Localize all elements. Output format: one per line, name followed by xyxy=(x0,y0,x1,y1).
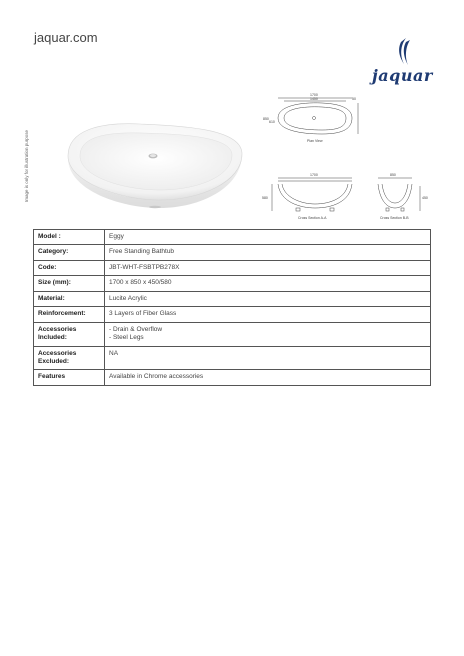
illustration-note: Image is only for illustration purpose xyxy=(24,129,29,202)
front-height-label: 580 xyxy=(262,196,268,200)
spec-value xyxy=(105,260,431,275)
specification-table xyxy=(33,229,431,386)
front-section-drawing xyxy=(272,178,352,211)
spec-row xyxy=(34,230,431,245)
plan-depth-label: 850 xyxy=(263,117,269,121)
spec-value-line: Eggy xyxy=(109,233,124,240)
spec-row xyxy=(34,245,431,260)
spec-label: Model : xyxy=(34,230,105,245)
spec-row xyxy=(34,260,431,275)
spec-row xyxy=(34,346,431,370)
spec-value xyxy=(105,322,431,346)
spec-value-line: - Steel Legs xyxy=(109,334,144,342)
spec-value xyxy=(105,245,431,260)
spec-label: Accessories Excluded: xyxy=(34,346,105,370)
site-url[interactable]: jaquar.com xyxy=(34,30,98,45)
spec-value-line: Free Standing Bathtub xyxy=(109,248,175,256)
spec-value-line: 3 Layers of Fiber Glass xyxy=(109,310,177,318)
front-section-title: Cross Section A-A xyxy=(298,216,327,220)
spec-label: Code: xyxy=(34,260,105,275)
spec-value xyxy=(105,291,431,306)
spec-row xyxy=(34,370,431,385)
spec-row xyxy=(34,291,431,306)
plan-width-label: 1700 xyxy=(310,93,318,97)
spec-value xyxy=(105,276,431,291)
spec-value-line: Lucite Acrylic xyxy=(109,294,147,302)
spec-value-line: 1700 x 850 x 450/580 xyxy=(109,279,172,287)
spec-value xyxy=(105,307,431,322)
bathtub-image xyxy=(60,110,250,215)
technical-drawings xyxy=(260,90,450,225)
plan-side-label: 50 xyxy=(352,97,356,102)
spec-value-line: JBT-WHT-FSBTPB278X xyxy=(109,263,180,271)
plan-inner-width-label: 1450 xyxy=(310,97,318,102)
side-section-title: Cross Section B-B xyxy=(380,216,409,220)
spec-value xyxy=(105,346,431,370)
side-section-drawing xyxy=(378,178,420,211)
plan-inner-depth-label: 610 xyxy=(269,120,275,124)
brand-wordmark: jaquar xyxy=(372,66,433,85)
plan-view-drawing xyxy=(278,98,358,134)
spec-label: Features xyxy=(34,370,105,385)
spec-value xyxy=(105,230,431,245)
plan-view-title: Plan View xyxy=(307,139,323,143)
spec-label: Reinforcement: xyxy=(34,307,105,322)
spec-value-line: Available in Chrome accessories xyxy=(109,373,204,381)
side-height-label: 450 xyxy=(422,196,428,200)
side-width-label: 850 xyxy=(390,173,396,177)
spec-value xyxy=(105,370,431,385)
spec-label: Material: xyxy=(34,291,105,306)
spec-value-line: - Drain & Overflow xyxy=(109,325,163,333)
spec-label: Category: xyxy=(34,245,105,260)
spec-value-line: NA xyxy=(109,349,119,357)
spec-label: Size (mm): xyxy=(34,276,105,291)
front-width-label: 1700 xyxy=(310,173,318,177)
spec-label: Accessories Included: xyxy=(34,322,105,346)
spec-row xyxy=(34,276,431,291)
spec-row xyxy=(34,307,431,322)
spec-row xyxy=(34,322,431,346)
